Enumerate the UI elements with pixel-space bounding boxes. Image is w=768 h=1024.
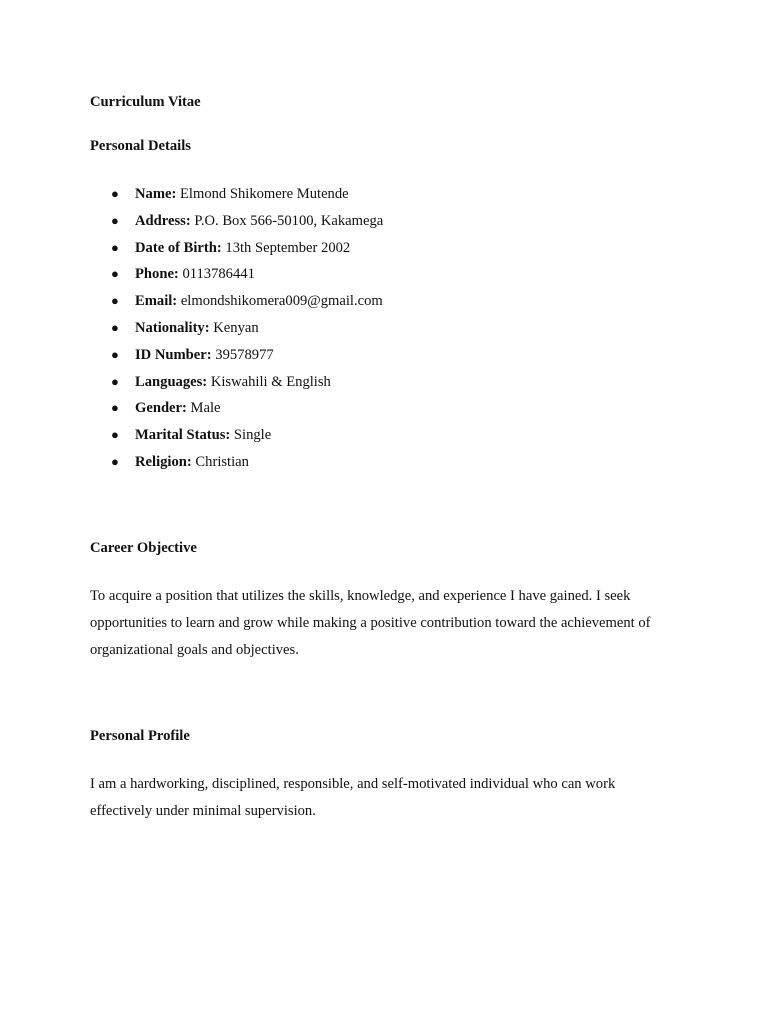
detail-item-nationality xyxy=(90,315,690,342)
detail-value: elmondshikomera009@gmail.com xyxy=(180,293,383,310)
detail-label: Email: xyxy=(135,293,178,310)
detail-label: Religion: xyxy=(135,453,192,470)
personal-profile-line: effectively under minimal supervision. xyxy=(90,802,316,819)
detail-item-name xyxy=(90,181,690,208)
detail-item-date-of-birth xyxy=(90,235,690,262)
detail-label: Languages: xyxy=(135,373,208,390)
detail-value: 0113786441 xyxy=(182,266,255,283)
detail-item-gender xyxy=(90,395,690,422)
personal-details-list xyxy=(90,181,690,476)
personal-profile-heading: Personal Profile xyxy=(90,727,190,744)
bullet-icon: ● xyxy=(111,453,119,469)
detail-value: P.O. Box 566-50100, Kakamega xyxy=(194,212,384,229)
bullet-icon: ● xyxy=(111,212,119,228)
detail-value: 13th September 2002 xyxy=(225,239,351,256)
detail-item-languages xyxy=(90,369,690,396)
detail-label: Nationality: xyxy=(135,319,210,336)
career-objective-line: opportunities to learn and grow while making a positive contribution toward the achievement of xyxy=(90,614,651,631)
detail-item-id-number xyxy=(90,342,690,369)
detail-label: ID Number: xyxy=(135,346,212,363)
bullet-icon: ● xyxy=(111,400,119,416)
bullet-icon: ● xyxy=(111,319,119,335)
detail-item-address xyxy=(90,208,690,235)
bullet-icon: ● xyxy=(111,239,119,255)
detail-label: Date of Birth: xyxy=(135,239,222,256)
detail-item-religion xyxy=(90,449,690,476)
detail-label: Name: xyxy=(135,186,177,202)
bullet-icon: ● xyxy=(111,293,119,309)
detail-value: 39578977 xyxy=(215,346,274,363)
personal-details-heading: Personal Details xyxy=(90,138,191,154)
bullet-icon: ● xyxy=(111,427,119,443)
career-objective-text xyxy=(90,583,690,664)
detail-value: Christian xyxy=(195,453,249,470)
detail-value: Kiswahili & English xyxy=(210,373,331,390)
personal-profile-line: I am a hardworking, disciplined, responsible, and self-motivated individual who can work xyxy=(90,775,616,792)
career-objective-line: organizational goals and objectives. xyxy=(90,641,299,658)
career-objective-heading: Career Objective xyxy=(90,539,197,556)
bullet-icon: ● xyxy=(111,373,119,389)
detail-value: Elmond Shikomere Mutende xyxy=(180,186,349,202)
detail-item-phone xyxy=(90,261,690,288)
detail-label: Phone: xyxy=(135,266,179,283)
bullet-icon: ● xyxy=(111,266,119,282)
personal-profile-text xyxy=(90,771,690,825)
document-title: Curriculum Vitae xyxy=(90,94,201,110)
detail-value: Kenyan xyxy=(213,319,259,336)
detail-item-marital-status xyxy=(90,422,690,449)
detail-label: Address: xyxy=(135,212,191,229)
detail-value: Single xyxy=(233,427,272,444)
detail-label: Gender: xyxy=(135,400,187,417)
career-objective-line: To acquire a position that utilizes the skills, knowledge, and experience I have gained. I seek xyxy=(90,587,631,604)
detail-value: Male xyxy=(190,400,221,417)
bullet-icon: ● xyxy=(111,346,119,362)
bullet-icon: ● xyxy=(111,186,119,201)
detail-item-email xyxy=(90,288,690,315)
cv-page xyxy=(90,93,690,825)
detail-label: Marital Status: xyxy=(135,427,231,444)
